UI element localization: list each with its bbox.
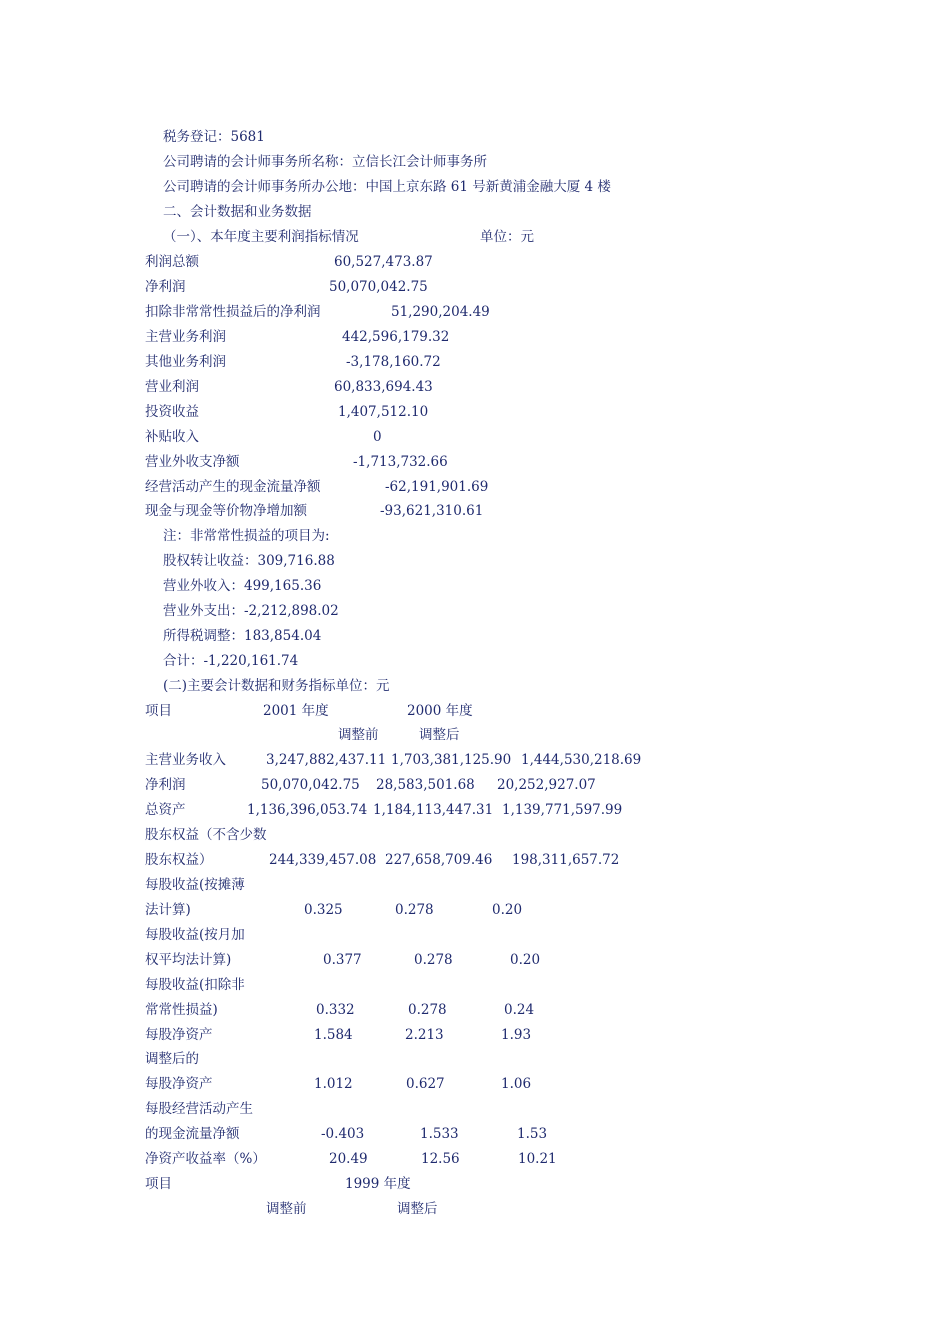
footer-header-1999: 1999 年度 bbox=[345, 1176, 411, 1192]
row-label: 主营业务收入 bbox=[145, 752, 226, 768]
cell-2000-before: 1.533 bbox=[420, 1126, 459, 1142]
profit-label: 经营活动产生的现金流量净额 bbox=[145, 479, 321, 495]
cell-2000-before: 12.56 bbox=[421, 1151, 460, 1167]
column-header-item: 项目 bbox=[145, 703, 172, 719]
cell-2001: 50,070,042.75 bbox=[261, 777, 360, 793]
profit-section-unit: 单位：元 bbox=[480, 229, 534, 245]
cell-2000-before: 227,658,709.46 bbox=[385, 852, 493, 868]
cell-2001: 3,247,882,437.11 bbox=[266, 752, 387, 768]
profit-value: -93,621,310.61 bbox=[380, 503, 484, 519]
row-label: 股东权益） bbox=[145, 852, 213, 868]
cell-2000-before: 1,184,113,447.31 bbox=[373, 802, 494, 818]
row-label: 每股收益(按摊薄 bbox=[145, 877, 245, 893]
cell-2000-before: 1,703,381,125.90 bbox=[391, 752, 512, 768]
profit-label: 净利润 bbox=[145, 279, 186, 295]
note-line: 所得税调整：183,854.04 bbox=[163, 628, 322, 644]
cell-2000-before: 2.213 bbox=[405, 1027, 444, 1043]
profit-label: 利润总额 bbox=[145, 254, 199, 270]
cell-2001: 20.49 bbox=[329, 1151, 368, 1167]
profit-value: -62,191,901.69 bbox=[385, 479, 489, 495]
profit-value: 442,596,179.32 bbox=[342, 329, 450, 345]
financial-section-title: (二)主要会计数据和财务指标单位：元 bbox=[163, 678, 390, 694]
profit-value: 50,070,042.75 bbox=[329, 279, 428, 295]
cell-2001: 244,339,457.08 bbox=[269, 852, 377, 868]
profit-label: 投资收益 bbox=[145, 404, 199, 420]
row-label: 净资产收益率（%） bbox=[145, 1151, 266, 1167]
row-label: 净利润 bbox=[145, 777, 186, 793]
footer-header-before: 调整前 bbox=[266, 1201, 307, 1217]
auditor-name: 公司聘请的会计师事务所名称：立信长江会计师事务所 bbox=[163, 154, 487, 170]
cell-2000-after: 198,311,657.72 bbox=[512, 852, 620, 868]
footer-header-item: 项目 bbox=[145, 1176, 172, 1192]
column-header-before: 调整前 bbox=[338, 727, 379, 743]
profit-label: 扣除非常常性损益后的净利润 bbox=[145, 304, 321, 320]
profit-value: 0 bbox=[373, 429, 382, 445]
cell-2001: 1,136,396,053.74 bbox=[247, 802, 368, 818]
cell-2001: -0.403 bbox=[321, 1126, 365, 1142]
row-label: 每股经营活动产生 bbox=[145, 1101, 253, 1117]
cell-2000-before: 0.627 bbox=[406, 1076, 445, 1092]
row-label: 每股净资产 bbox=[145, 1076, 213, 1092]
cell-2000-after: 20,252,927.07 bbox=[497, 777, 596, 793]
note-line: 营业外支出：-2,212,898.02 bbox=[163, 603, 339, 619]
note-line: 股权转让收益：309,716.88 bbox=[163, 553, 335, 569]
profit-value: 1,407,512.10 bbox=[338, 404, 429, 420]
profit-section-title: （一）、本年度主要利润指标情况 bbox=[163, 229, 359, 245]
profit-label: 主营业务利润 bbox=[145, 329, 226, 345]
footer-header-after: 调整后 bbox=[397, 1201, 438, 1217]
note-line: 营业外收入：499,165.36 bbox=[163, 578, 322, 594]
cell-2001: 0.377 bbox=[323, 952, 362, 968]
row-label: 法计算) bbox=[145, 902, 191, 918]
cell-2000-after: 1.93 bbox=[501, 1027, 532, 1043]
column-header-2000: 2000 年度 bbox=[407, 703, 473, 719]
cell-2000-after: 10.21 bbox=[518, 1151, 557, 1167]
profit-label: 营业外收支净额 bbox=[145, 454, 240, 470]
row-label: 每股收益(扣除非 bbox=[145, 977, 245, 993]
cell-2000-before: 0.278 bbox=[395, 902, 434, 918]
row-label: 每股净资产 bbox=[145, 1027, 213, 1043]
note-line: 合计：-1,220,161.74 bbox=[163, 653, 299, 669]
cell-2000-after: 1.53 bbox=[517, 1126, 548, 1142]
profit-label: 补贴收入 bbox=[145, 429, 199, 445]
cell-2000-after: 0.24 bbox=[504, 1002, 535, 1018]
cell-2001: 0.332 bbox=[316, 1002, 355, 1018]
row-label: 股东权益（不含少数 bbox=[145, 827, 267, 843]
profit-value: -3,178,160.72 bbox=[346, 354, 441, 370]
profit-value: -1,713,732.66 bbox=[353, 454, 448, 470]
cell-2001: 0.325 bbox=[304, 902, 343, 918]
cell-2000-before: 0.278 bbox=[408, 1002, 447, 1018]
cell-2000-after: 0.20 bbox=[492, 902, 523, 918]
row-label: 的现金流量净额 bbox=[145, 1126, 240, 1142]
column-header-2001: 2001 年度 bbox=[263, 703, 329, 719]
cell-2001: 1.584 bbox=[314, 1027, 353, 1043]
row-label: 总资产 bbox=[145, 802, 186, 818]
note-line: 注：非常常性损益的项目为: bbox=[163, 528, 330, 544]
cell-2000-after: 1,444,530,218.69 bbox=[521, 752, 642, 768]
row-label: 调整后的 bbox=[145, 1051, 199, 1067]
cell-2001: 1.012 bbox=[314, 1076, 353, 1092]
cell-2000-after: 1.06 bbox=[501, 1076, 532, 1092]
profit-value: 60,527,473.87 bbox=[334, 254, 433, 270]
cell-2000-after: 1,139,771,597.99 bbox=[502, 802, 623, 818]
cell-2000-before: 28,583,501.68 bbox=[376, 777, 475, 793]
cell-2000-before: 0.278 bbox=[414, 952, 453, 968]
profit-label: 现金与现金等价物净增加额 bbox=[145, 503, 307, 519]
profit-value: 51,290,204.49 bbox=[391, 304, 490, 320]
column-header-after: 调整后 bbox=[419, 727, 460, 743]
row-label: 权平均法计算) bbox=[145, 952, 232, 968]
profit-label: 营业利润 bbox=[145, 379, 199, 395]
auditor-address: 公司聘请的会计师事务所办公地：中国上京东路 61 号新黄浦金融大厦 4 楼 bbox=[163, 179, 611, 195]
row-label: 常常性损益) bbox=[145, 1002, 218, 1018]
row-label: 每股收益(按月加 bbox=[145, 927, 245, 943]
profit-label: 其他业务利润 bbox=[145, 354, 226, 370]
cell-2000-after: 0.20 bbox=[510, 952, 541, 968]
section-title: 二、会计数据和业务数据 bbox=[163, 204, 312, 220]
profit-value: 60,833,694.43 bbox=[334, 379, 433, 395]
tax-registration: 税务登记：5681 bbox=[163, 129, 265, 145]
